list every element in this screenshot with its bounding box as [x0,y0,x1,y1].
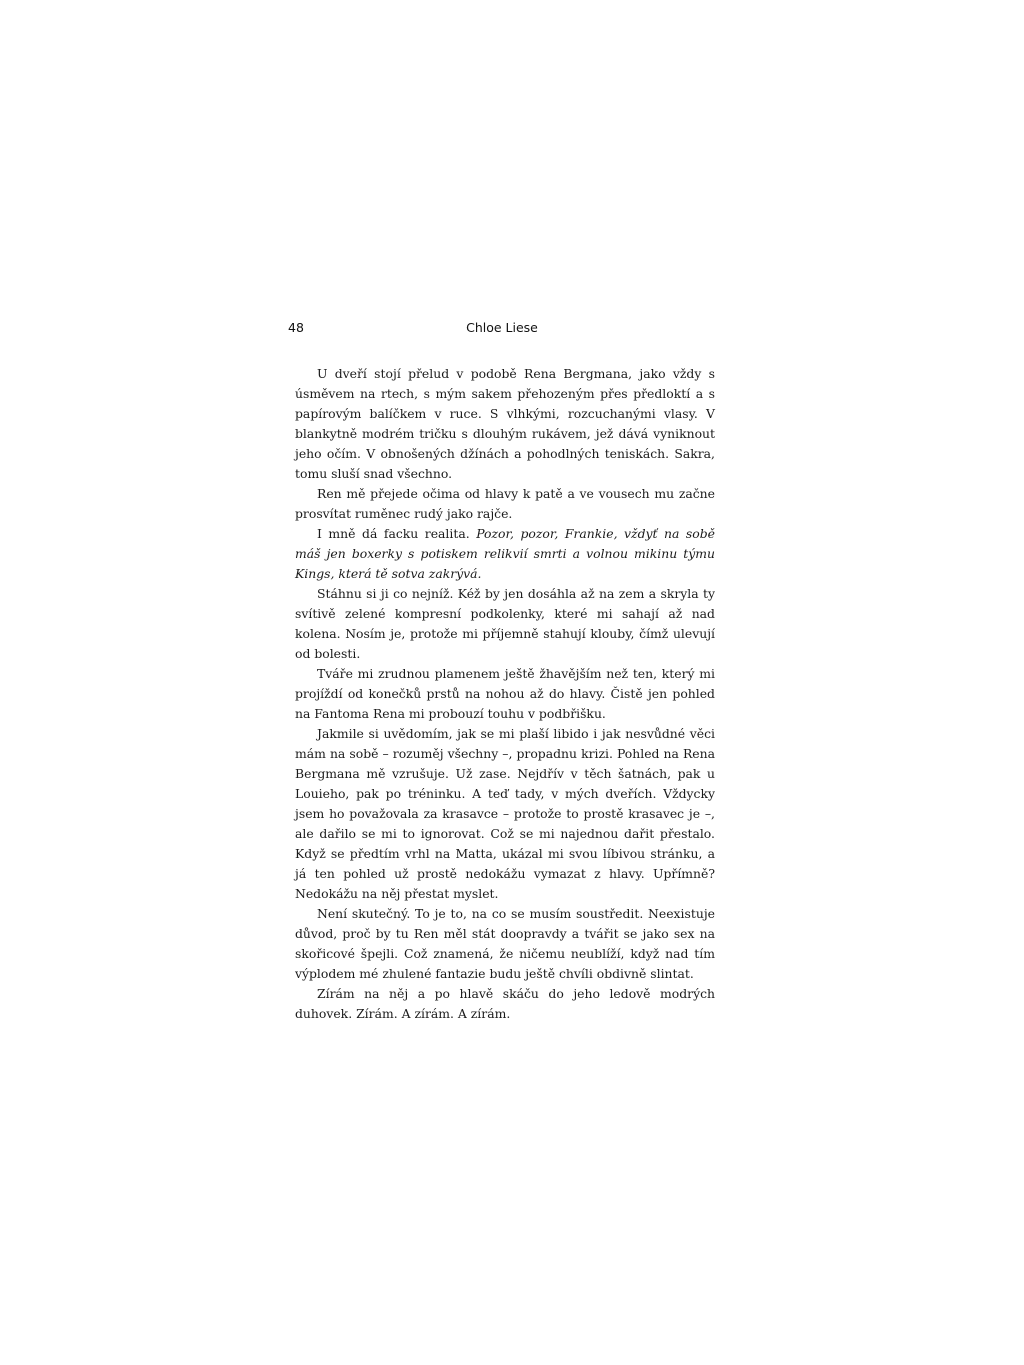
paragraph: U dveří stojí přelud v podobě Rena Bergmana, jako vždy s úsměvem na rtech, s mým sakem přehozeným přes předloktí a s papírovým balíčkem v ruce. S vlhkými, rozcuchanými vlasy. V blankytně modrém tričku s dlouhým rukávem, jež dává vyniknout jeho očím. V obnošených džínách a pohodlných teniskách. Sakra, tomu sluší snad všechno. [295,366,715,481]
paragraph-text: I mně dá facku realita. [317,526,477,541]
paragraph: Ren mě přejede očima od hlavy k patě a ve vousech mu začne prosvítat ruměnec rudý jako rajče. [295,486,715,521]
running-title: Chloe Liese [466,320,538,335]
paragraph: Tváře mi zrudnou plamenem ještě žhavějším než ten, který mi projíždí od konečků prstů na nohou až do hlavy. Čistě jen pohled na Fantoma Rena mi probouzí touhu v podbřišku. [295,666,715,721]
paragraph: Jakmile si uvědomím, jak se mi plaší libido i jak nesvůdné věci mám na sobě – rozuměj všechny –, propadnu krizi. Pohled na Rena Bergmana mě vzrušuje. Už zase. Nejdřív v těch šatnách, pak u Louieho, pak po tréninku. A teď tady, v mých dveřích. Vždycky jsem ho považovala za krasavce – protože to prostě krasavec je –, ale dařilo se mi to ignorovat. Což se mi najednou dařit přestalo. Když se předtím vrhl na Matta, ukázal mi svou líbivou stránku, a já ten pohled už prostě nedokážu vymazat z hlavy. Upřímně? Nedokážu na něj přestat myslet. [295,726,715,901]
running-header [288,320,716,338]
italic-thought: Pozor, pozor, Frankie, vždyť na sobě máš jen boxerky s potiskem relikvií smrti a volnou mikinu týmu Kings, která tě sotva zakrývá. [295,526,715,581]
paragraph [295,524,715,584]
paragraph: Není skutečný. To je to, na co se musím soustředit. Neexistuje důvod, proč by tu Ren měl stát doopravdy a tvářit se jako sex na skořicové špejli. Což znamená, že ničemu neublíží, když nad tím výplodem mé zhulené fantazie budu ještě chvíli obdivně slintat. [295,906,715,981]
page-number: 48 [288,320,304,335]
body-text [295,364,715,1024]
paragraph: Stáhnu si ji co nejníž. Kéž by jen dosáhla až na zem a skryla ty svítivě zelené kompresní podkolenky, které mi sahají až nad kolena. Nosím je, protože mi příjemně stahují klouby, čímž ulevují od bolesti. [295,586,715,661]
paragraph: Zírám na něj a po hlavě skáču do jeho ledově modrých duhovek. Zírám. A zírám. A zírám. [295,986,715,1021]
